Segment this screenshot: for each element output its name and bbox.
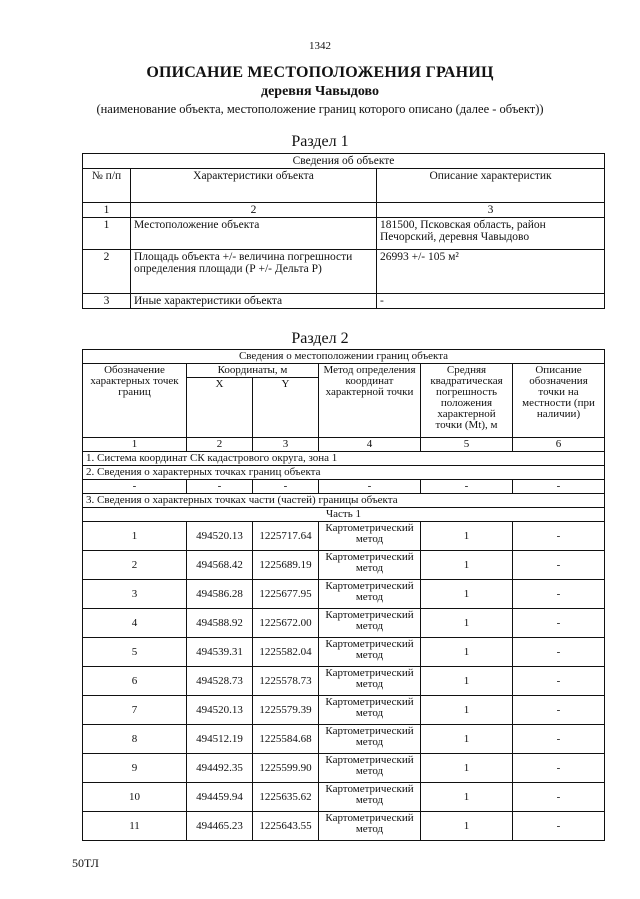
cell: 494520.13: [187, 522, 253, 551]
cell: -: [513, 580, 605, 609]
table-row: [83, 812, 605, 841]
cell: Картометрический метод: [319, 754, 421, 783]
cell: 1: [421, 812, 513, 841]
cell: 1: [421, 725, 513, 754]
table-title: Сведения о местоположении границ объекта: [83, 350, 605, 364]
cell: 494539.31: [187, 638, 253, 667]
cell: 494528.73: [187, 667, 253, 696]
cell: 494465.23: [187, 812, 253, 841]
cell: 11: [83, 812, 187, 841]
cell: -: [513, 551, 605, 580]
header-cell: Описание характеристик: [377, 169, 605, 203]
cell: 3: [83, 294, 131, 309]
table-row: [83, 609, 605, 638]
part-label: Часть 1: [83, 508, 605, 522]
table-row: [83, 218, 605, 250]
cell: -: [253, 480, 319, 494]
cell: Площадь объекта +/- величина погрешности определения площади (Р +/- Дельта Р): [131, 250, 377, 294]
col-number: 3: [377, 203, 605, 218]
document-subtitle: деревня Чавыдово: [261, 84, 379, 99]
cell: 1: [421, 667, 513, 696]
points-heading-row: 2. Сведения о характерных точках границ объекта: [83, 466, 605, 480]
object-info-table: [82, 153, 605, 309]
cell: 181500, Псковская область, район Печорский, деревня Чавыдово: [377, 218, 605, 250]
cell: 1: [83, 522, 187, 551]
header-y: Y: [253, 378, 319, 438]
table-row: [83, 696, 605, 725]
cell: 1225635.62: [253, 783, 319, 812]
cell: 494520.13: [187, 696, 253, 725]
col-number: 1: [83, 203, 131, 218]
cell: 7: [83, 696, 187, 725]
cell: 1225677.95: [253, 580, 319, 609]
table-title: Сведения об объекте: [83, 154, 605, 169]
cell: -: [377, 294, 605, 309]
parts-heading-row: 3. Сведения о характерных точках части (частей) границы объекта: [83, 494, 605, 508]
cell: 1225584.68: [253, 725, 319, 754]
table-row: [83, 250, 605, 294]
table-row: [83, 580, 605, 609]
cell: -: [513, 609, 605, 638]
cell: 1225689.19: [253, 551, 319, 580]
cell: 2: [83, 551, 187, 580]
cell: Картометрический метод: [319, 638, 421, 667]
document-caption: (наименование объекта, местоположение границ которого описано (далее - объект)): [96, 102, 544, 116]
document-title: ОПИСАНИЕ МЕСТОПОЛОЖЕНИЯ ГРАНИЦ: [146, 64, 494, 81]
cell: 494459.94: [187, 783, 253, 812]
cell: Картометрический метод: [319, 551, 421, 580]
header-coords: Координаты, м: [187, 364, 319, 378]
footer-code: 50ТЛ: [72, 856, 99, 870]
col-number: 3: [253, 438, 319, 452]
header-x: X: [187, 378, 253, 438]
header-method: Метод определения координат характерной точки: [319, 364, 421, 438]
cell: 1225717.64: [253, 522, 319, 551]
cell: 1225643.55: [253, 812, 319, 841]
cell: Местоположение объекта: [131, 218, 377, 250]
cell: Картометрический метод: [319, 783, 421, 812]
header-cell: № п/п: [83, 169, 131, 203]
col-number: 1: [83, 438, 187, 452]
table-row: [83, 294, 605, 309]
cell: 1: [421, 580, 513, 609]
cell: -: [319, 480, 421, 494]
cell: 4: [83, 609, 187, 638]
cell: 494588.92: [187, 609, 253, 638]
cell: -: [513, 725, 605, 754]
cell: 3: [83, 580, 187, 609]
col-number: 4: [319, 438, 421, 452]
cell: Иные характеристики объекта: [131, 294, 377, 309]
cell: Картометрический метод: [319, 696, 421, 725]
cell: 2: [83, 250, 131, 294]
cell: 1225579.39: [253, 696, 319, 725]
table-row: [83, 754, 605, 783]
cell: -: [513, 754, 605, 783]
table-row: [83, 480, 605, 494]
cell: 1: [421, 696, 513, 725]
cell: Картометрический метод: [319, 580, 421, 609]
cell: Картометрический метод: [319, 609, 421, 638]
cell: -: [513, 696, 605, 725]
cell: 1: [421, 551, 513, 580]
cell: 1225578.73: [253, 667, 319, 696]
cell: 10: [83, 783, 187, 812]
cell: -: [513, 667, 605, 696]
header-description: Описание обозначения точки на местности (при наличии): [513, 364, 605, 438]
cell: 9: [83, 754, 187, 783]
cell: 8: [83, 725, 187, 754]
cell: 1225599.90: [253, 754, 319, 783]
cell: -: [513, 783, 605, 812]
cell: Картометрический метод: [319, 725, 421, 754]
cell: 1: [83, 218, 131, 250]
page-number: 1342: [309, 40, 331, 52]
boundary-points-table: [82, 349, 605, 841]
col-number: 6: [513, 438, 605, 452]
cell: 494568.42: [187, 551, 253, 580]
cell: Картометрический метод: [319, 667, 421, 696]
header-cell: Характеристики объекта: [131, 169, 377, 203]
header-designation: Обозначение характерных точек границ: [83, 364, 187, 438]
cell: -: [513, 812, 605, 841]
table-row: [83, 783, 605, 812]
section1-heading: Раздел 1: [291, 133, 349, 150]
cell: -: [513, 522, 605, 551]
cell: 1: [421, 638, 513, 667]
table-row: [83, 725, 605, 754]
col-number: 2: [131, 203, 377, 218]
table-row: [83, 638, 605, 667]
table-row: [83, 551, 605, 580]
cell: 1: [421, 783, 513, 812]
section2-heading: Раздел 2: [291, 330, 349, 347]
header-accuracy: Средняя квадратическая погрешность положения характерной точки (Mt), м: [421, 364, 513, 438]
cell: -: [187, 480, 253, 494]
coordinate-system-row: 1. Система координат СК кадастрового округа, зона 1: [83, 452, 605, 466]
cell: 494512.19: [187, 725, 253, 754]
cell: 26993 +/- 105 м²: [377, 250, 605, 294]
cell: Картометрический метод: [319, 812, 421, 841]
col-number: 5: [421, 438, 513, 452]
cell: 1: [421, 609, 513, 638]
cell: -: [513, 638, 605, 667]
cell: 494492.35: [187, 754, 253, 783]
cell: 1225582.04: [253, 638, 319, 667]
table-row: [83, 522, 605, 551]
cell: 494586.28: [187, 580, 253, 609]
cell: 1: [421, 754, 513, 783]
cell: -: [421, 480, 513, 494]
table-row: [83, 667, 605, 696]
col-number: 2: [187, 438, 253, 452]
cell: -: [83, 480, 187, 494]
cell: -: [513, 480, 605, 494]
cell: 5: [83, 638, 187, 667]
cell: 1225672.00: [253, 609, 319, 638]
cell: 1: [421, 522, 513, 551]
cell: Картометрический метод: [319, 522, 421, 551]
cell: 6: [83, 667, 187, 696]
